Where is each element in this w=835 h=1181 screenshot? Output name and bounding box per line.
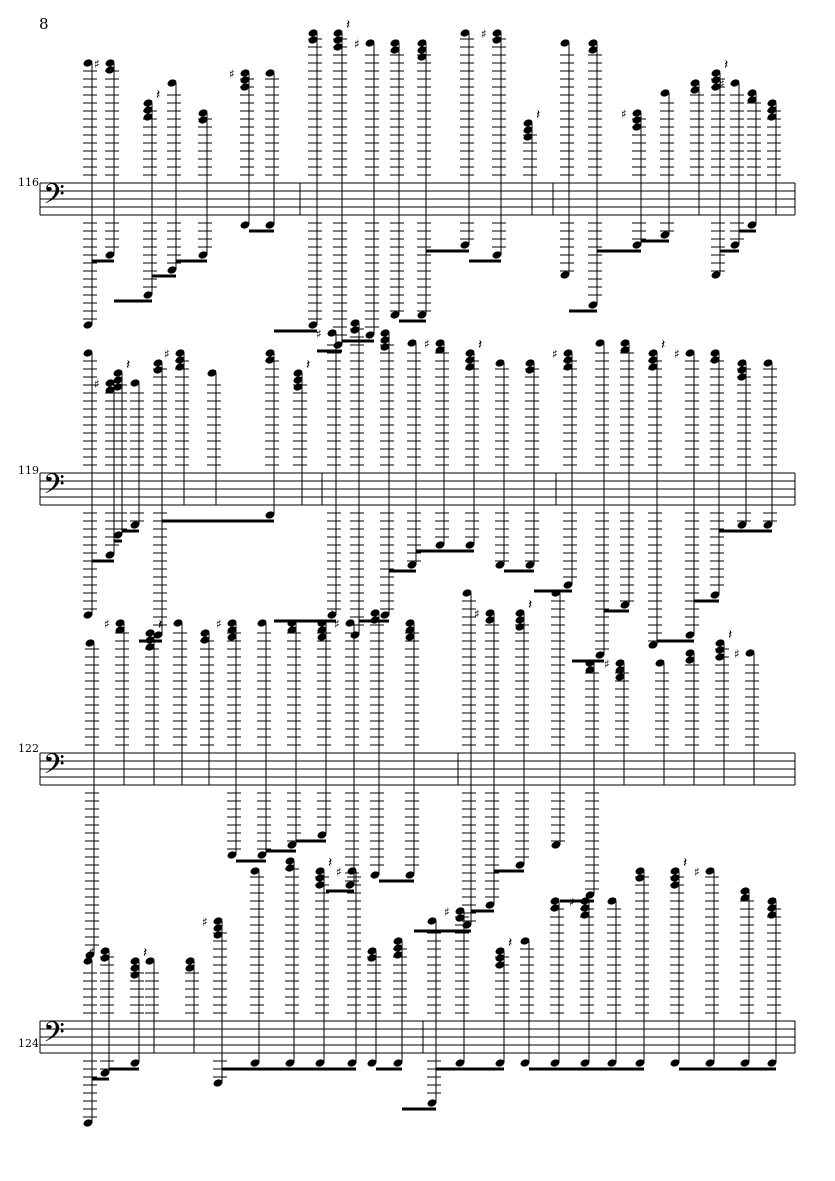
measure-number: 116 — [18, 176, 39, 189]
page-number: 8 — [39, 15, 49, 33]
quarter-rest-icon: 𝄽 — [683, 855, 688, 871]
quarter-rest-icon: 𝄽 — [143, 945, 148, 961]
sharp-icon: ♯ — [674, 347, 680, 361]
quarter-rest-icon: 𝄽 — [346, 17, 351, 33]
quarter-rest-icon: 𝄽 — [528, 597, 533, 613]
staff-system-119 — [0, 327, 835, 630]
quarter-rest-icon: 𝄽 — [724, 57, 729, 73]
sharp-icon: ♯ — [334, 617, 340, 631]
sharp-icon: ♯ — [216, 617, 222, 631]
sharp-icon: ♯ — [621, 107, 627, 121]
sharp-icon: ♯ — [552, 347, 558, 361]
sharp-icon: ♯ — [89, 945, 95, 959]
quarter-rest-icon: 𝄽 — [158, 617, 163, 633]
sharp-icon: ♯ — [94, 377, 100, 391]
sharp-icon: ♯ — [694, 865, 700, 879]
sharp-icon: ♯ — [202, 915, 208, 929]
bass-clef-icon: 𝄢 — [43, 468, 65, 508]
quarter-rest-icon: 𝄽 — [478, 337, 483, 353]
quarter-rest-icon: 𝄽 — [536, 107, 541, 123]
sharp-icon: ♯ — [104, 617, 110, 631]
sharp-icon: ♯ — [354, 37, 360, 51]
quarter-rest-icon: 𝄽 — [306, 357, 311, 373]
sharp-icon: ♯ — [164, 347, 170, 361]
sharp-icon: ♯ — [604, 657, 610, 671]
sharp-icon: ♯ — [94, 57, 100, 71]
measure-number: 119 — [18, 464, 39, 477]
quarter-rest-icon: 𝄽 — [156, 87, 161, 103]
sharp-icon: ♯ — [336, 865, 342, 879]
measure-number: 122 — [18, 742, 39, 755]
sharp-icon: ♯ — [481, 27, 487, 41]
sharp-icon: ♯ — [474, 607, 480, 621]
sharp-icon: ♯ — [424, 337, 430, 351]
sharp-icon: ♯ — [734, 647, 740, 661]
quarter-rest-icon: 𝄽 — [330, 607, 335, 623]
staff-system-124 — [0, 855, 835, 1170]
bass-clef-icon: 𝄢 — [43, 1016, 65, 1056]
quarter-rest-icon: 𝄽 — [508, 935, 513, 951]
staff-system-116 — [0, 17, 835, 340]
measure-number: 124 — [18, 1037, 39, 1050]
quarter-rest-icon: 𝄽 — [728, 627, 733, 643]
sharp-icon: ♯ — [229, 67, 235, 81]
quarter-rest-icon: 𝄽 — [328, 855, 333, 871]
sharp-icon: ♯ — [719, 77, 725, 91]
quarter-rest-icon: 𝄽 — [661, 337, 666, 353]
sharp-icon: ♯ — [444, 905, 450, 919]
bass-clef-icon: 𝄢 — [43, 748, 65, 788]
bass-clef-icon: 𝄢 — [43, 178, 65, 218]
quarter-rest-icon: 𝄽 — [126, 357, 131, 373]
sharp-icon: ♯ — [316, 327, 322, 341]
sharp-icon: ♯ — [569, 895, 575, 909]
